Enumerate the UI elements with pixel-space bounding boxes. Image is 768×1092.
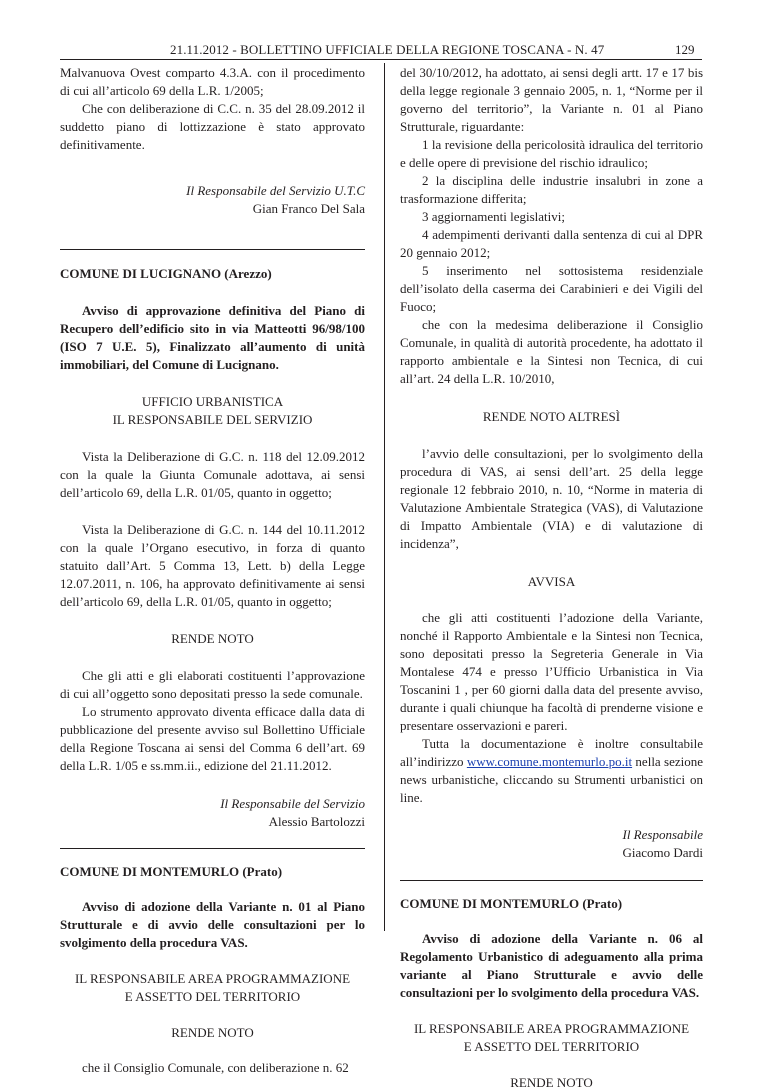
paragraph: Lo strumento approvato diventa efficace dalla data di pubblicazione del presente avviso sul Bollettino Ufficiale della Regione Toscana ai sensi del Comma 6 dell’art. 69 della L.R. 1/05 e ss.mm.ii., edizione del 21.11.2012. (60, 704, 365, 773)
paragraph: che il Consiglio Comunale, con deliberazione n. 62 (82, 1060, 349, 1075)
avvisa: AVVISA (527, 574, 576, 589)
list-item: 3 aggiornamenti legislativi; (422, 209, 565, 224)
office-line: UFFICIO URBANISTICA (141, 394, 284, 409)
list-item: 1 la revisione della pericolosità idraulica del territorio e delle opere di previsione del rischio idraulico; (400, 137, 703, 170)
paragraph: Malvanuova Ovest comparto 4.3.A. con il procedimento di cui all’articolo 69 della L.R. 1/2005; (60, 65, 365, 98)
section-heading: COMUNE DI LUCIGNANO (Arezzo) (60, 266, 272, 281)
office-line: E ASSETTO DEL TERRITORIO (124, 989, 301, 1004)
rende-noto-altresi: RENDE NOTO ALTRESÌ (482, 409, 621, 424)
text-span: nella sezione news urbanistiche, cliccando su Strumenti urbanistici on line. (400, 754, 703, 805)
list-item: 4 adempimenti derivanti dalla sentenza di cui al DPR 20 gennaio 2012; (400, 227, 703, 260)
page-number: 129 (675, 42, 695, 57)
section-title: Avviso di adozione della Variante n. 06 al Regolamento Urbanistico di adeguamento alla prima variante al Piano Strutturale e avvio delle consultazioni per lo svolgimento della procedura VAS. (400, 931, 703, 1000)
rende-noto: RENDE NOTO (171, 631, 254, 646)
column-divider (384, 63, 385, 931)
signature-name: Giacomo Dardi (622, 845, 703, 860)
section-title: Avviso di adozione della Variante n. 01 al Piano Strutturale e di avvio delle consultazioni per lo svolgimento della procedura VAS. (60, 899, 365, 950)
paragraph: l’avvio delle consultazioni, per lo svolgimento della procedura di VAS, ai sensi dell’art. 25 della legge regionale 12 febbraio 2010, n. 10, “Norme in materia di Valutazione Ambientale Strategica (VAS), di Valutazione di Impatto Ambientale (VIA) e di valutazione di incidenza”, (400, 446, 703, 551)
list-item: 2 la disciplina delle industrie insalubri in zone a trasformazione differita; (400, 173, 703, 206)
text-span: Tutta la documentazione è inoltre consultabile all’indirizzo (400, 736, 703, 769)
paragraph: Che gli atti e gli elaborati costituenti l’approvazione di cui all’oggetto sono depositati presso la sede comunale. (60, 668, 365, 701)
left-column (60, 64, 365, 1077)
paragraph (400, 735, 703, 807)
section-heading: COMUNE DI MONTEMURLO (Prato) (60, 864, 283, 879)
list-item: 5 inserimento nel sottosistema residenziale dell’isolato della caserma dei Carabinieri e dei Vigili del Fuoco; (400, 263, 703, 314)
paragraph: che gli atti costituenti l’adozione della Variante, nonché il Rapporto Ambientale e la Sintesi non Tecnica, sono depositati presso la Segreteria Generale in Via Montalese 474 e presso l’Ufficio Urbanistica in Via Toscanini 1 , per 60 giorni dalla data del presente avviso, durante i quali chiunque ha facoltà di prenderne visione e presentare osservazioni e pareri. (400, 610, 703, 733)
section-heading: COMUNE DI MONTEMURLO (Prato) (400, 896, 623, 911)
bulletin-title: 21.11.2012 - BOLLETTINO UFFICIALE DELLA REGIONE TOSCANA - N. 47 (170, 42, 605, 57)
paragraph: Vista la Deliberazione di G.C. n. 118 del 12.09.2012 con la quale la Giunta Comunale adottava, ai sensi dell’articolo 69, della L.R. 01/05, quanto in oggetto; (60, 449, 365, 500)
office-line: E ASSETTO DEL TERRITORIO (463, 1039, 640, 1054)
rende-noto: RENDE NOTO (171, 1025, 254, 1040)
rende-noto: RENDE NOTO (510, 1075, 593, 1090)
signature-role: Il Responsabile (622, 827, 703, 842)
signature-role: Il Responsabile del Servizio U.T.C (186, 183, 365, 198)
paragraph: del 30/10/2012, ha adottato, ai sensi degli artt. 17 e 17 bis della legge regionale 3 gennaio 2005, n. 1, “Norme per il governo del territorio”, la Variante n. 01 al Piano Strutturale, riguardante: (400, 65, 703, 134)
office-line: IL RESPONSABILE AREA PROGRAMMAZIONE (413, 1021, 690, 1036)
office-line: IL RESPONSABILE AREA PROGRAMMAZIONE (74, 971, 351, 986)
paragraph: che con la medesima deliberazione il Consiglio Comunale, in qualità di autorità procedente, ha adottato il rapporto ambientale e la Sintesi non Tecnica, di cui all’art. 24 della L.R. 10/2010, (400, 317, 703, 386)
header-rule (60, 59, 702, 60)
paragraph: Che con deliberazione di C.C. n. 35 del 28.09.2012 il suddetto piano di lottizzazione è stato approvato definitivamente. (60, 101, 365, 152)
right-column (400, 64, 703, 1092)
paragraph: Vista la Deliberazione di G.C. n. 144 del 10.11.2012 con la quale l’Organo esecutivo, in forza di quanto statuito dall’Art. 5 Comma 13, Lett. b) della Legge 12.07.2011, n. 106, ha approvato definitivamente ai sensi dell’articolo 69, della L.R. 01/05, quanto in oggetto; (60, 522, 365, 609)
office-line: IL RESPONSABILE DEL SERVIZIO (112, 412, 313, 427)
signature-name: Alessio Bartolozzi (268, 814, 365, 829)
website-link[interactable]: www.comune.montemurlo.po.it (466, 754, 633, 769)
signature-role: Il Responsabile del Servizio (220, 796, 365, 811)
section-title: Avviso di approvazione definitiva del Piano di Recupero dell’edificio sito in via Matteotti 96/98/100 (ISO 7 U.E. 5), Finalizzato all’aumento di unità immobiliari, del Comune di Lucignano. (60, 303, 365, 372)
page-header (0, 42, 768, 62)
signature-name: Gian Franco Del Sala (252, 201, 365, 216)
